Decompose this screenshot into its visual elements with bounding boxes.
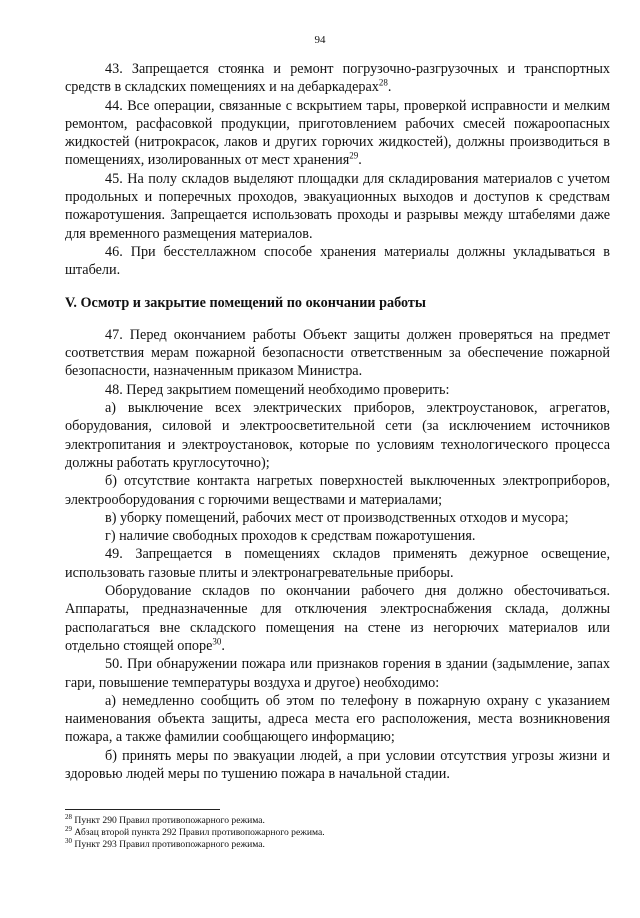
- section-title: V. Осмотр и закрытие помещений по окончании работы: [65, 294, 426, 311]
- page-number: 94: [314, 34, 326, 46]
- paragraph-46: 46. При бесстеллажном способе хранения материалы должны укладываться в штабели.: [65, 243, 610, 279]
- paragraph-48v: в) уборку помещений, рабочих мест от производственных отходов и мусора;: [105, 509, 569, 526]
- paragraph-44: 44. Все операции, связанные с вскрытием тары, проверкой исправности и мелким ремонтом, расфасовкой продукции, приготовлением рабочих смесей пожароопасных жидкостей (нитрокрасок, лаков и других горючих жидкостей), должны производиться в помещениях, изолированных от мест хранения$^{29}$.: [65, 97, 610, 169]
- paragraph-48g: г) наличие свободных проходов к средствам пожаротушения.: [105, 528, 476, 545]
- paragraph-48b: б) отсутствие контакта нагретых поверхностей выключенных электроприборов, электрооборудования с горючими веществами и материалами;: [65, 473, 610, 508]
- paragraph-47: 47. Перед окончанием работы Объект защиты должен проверяться на предмет соответствия мерам пожарной безопасности ответственным за обеспечение пожарной безопасности, назначенным приказом Министра.: [65, 326, 610, 380]
- footnotes: [65, 812, 610, 851]
- footnote: $^{28}$ Пункт 290 Правил противопожарного режима.: [65, 812, 265, 826]
- paragraph-50a: а) немедленно сообщить об этом по телефону в пожарную охрану с указанием наименования объекта защиты, адреса места его расположения, места возникновения пожара, а также фамилии сообщающего информацию;: [65, 692, 610, 746]
- paragraph-49-continued: Оборудование складов по окончании рабочего дня должно обесточиваться. Аппараты, предназначенные для отключения электроснабжения склада, должны располагаться вне складского помещения на стене из негорючих материалов или отдельно стоящей опоре$^{30}$.: [65, 583, 610, 654]
- paragraph-45: 45. На полу складов выделяют площадки для складирования материалов с учетом продольных и поперечных проходов, эвакуационных выходов и доступов к средствам пожаротушения. Запрещается использовать проходы и разрывы между штабелями даже для временного размещения материалов.: [65, 170, 610, 242]
- paragraph-50: 50. При обнаружении пожара или признаков горения в здании (задымление, запах гари, повышение температуры воздуха и другое) необходимо:: [65, 656, 610, 691]
- body-text: [65, 60, 610, 783]
- footnote: $^{30}$ Пункт 293 Правил противопожарного режима.: [65, 836, 265, 850]
- paragraph-43: 43. Запрещается стоянка и ремонт погрузочно-разгрузочных и транспортных средств в складских помещениях и на дебаркадерах$^{28}$.: [65, 61, 610, 96]
- footnote-ref: 30: [212, 636, 222, 647]
- paragraph-48a: а) выключение всех электрических приборов, электроустановок, агрегатов, оборудования, силовой и электроосветительной сети (за исключением источников электропитания и электроустановок, которые по условиям технологического процесса должны работать круглосуточно);: [65, 400, 610, 471]
- footnote-ref: 29: [349, 150, 359, 161]
- footnote-ref: 28: [378, 77, 388, 88]
- paragraph-50b: б) принять меры по эвакуации людей, а при условии отсутствия угрозы жизни и здоровью людей меры по тушению пожара в начальной стадии.: [65, 747, 610, 782]
- paragraph-48: 48. Перед закрытием помещений необходимо проверить:: [105, 381, 450, 398]
- footnote: $^{29}$ Абзац второй пункта 292 Правил противопожарного режима.: [65, 824, 325, 838]
- footnote-divider: [65, 809, 220, 810]
- paragraph-49: 49. Запрещается в помещениях складов применять дежурное освещение, использовать газовые плиты и электронагревательные приборы.: [65, 546, 610, 581]
